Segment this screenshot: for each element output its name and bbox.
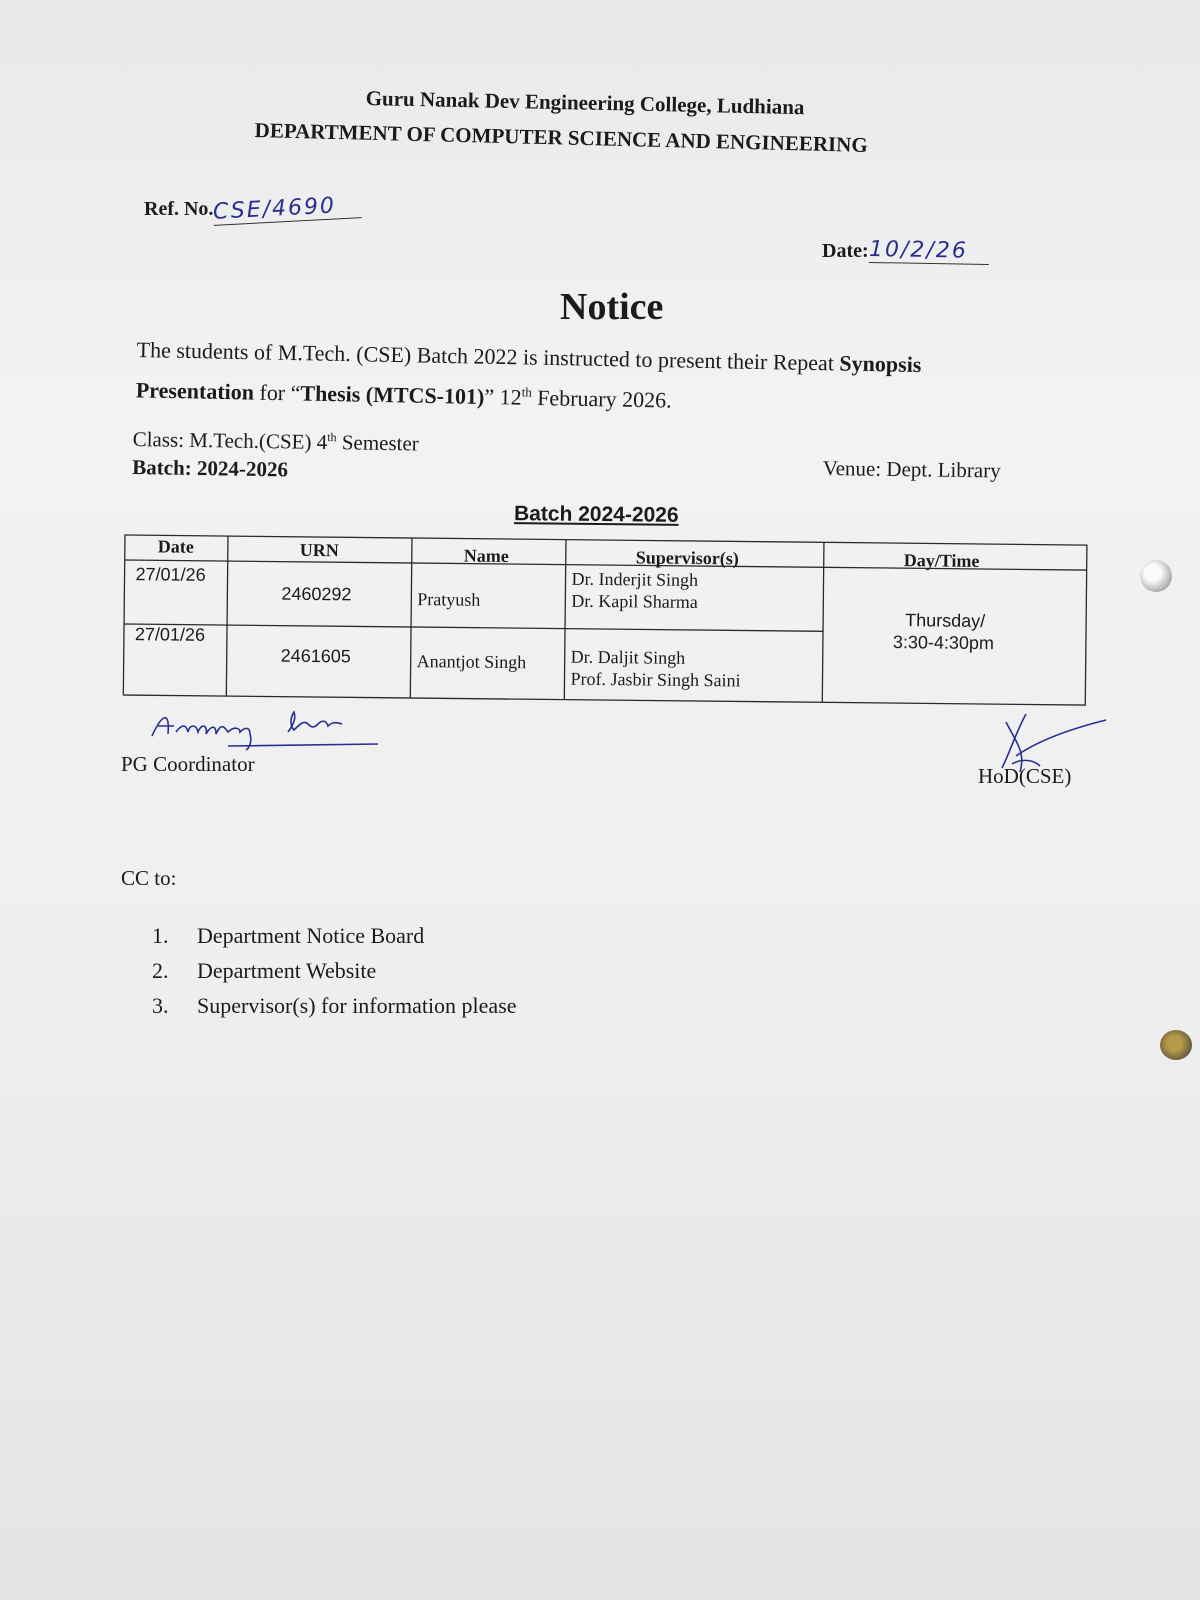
department-name: DEPARTMENT OF COMPUTER SCIENCE AND ENGINEERING <box>254 118 869 157</box>
row1-sup2: Dr. Kapil Sharma <box>571 590 698 613</box>
row2-date: 27/01/26 <box>134 624 206 645</box>
cc-text: Supervisor(s) for information please <box>197 993 517 1018</box>
college-name: Guru Nanak Dev Engineering College, Ludhiana <box>365 86 805 120</box>
class-tail: Semester <box>336 430 419 456</box>
body-text-3: ” 12 <box>484 384 522 410</box>
class-info <box>132 420 419 485</box>
batch-heading: Batch 2024-2026 <box>513 502 679 527</box>
row2-sup2: Prof. Jasbir Singh Saini <box>570 668 741 691</box>
header-name: Name <box>463 545 509 567</box>
row2-urn: 2461605 <box>280 645 351 667</box>
row1-date: 27/01/26 <box>135 564 206 585</box>
date-label: Date: <box>822 240 869 262</box>
class-label: Class: M.Tech.(CSE) 4 <box>132 426 328 455</box>
schedule-table <box>122 534 1088 720</box>
ref-label: Ref. No. <box>144 198 214 220</box>
cc-list <box>152 918 517 1023</box>
ref-value: CSE/4690 <box>212 193 338 225</box>
page-title: Notice <box>560 286 664 328</box>
binder-hole-top <box>1140 560 1172 592</box>
header-urn: URN <box>299 539 339 561</box>
hod-role: HoD(CSE) <box>978 764 1072 788</box>
body-thesis: Thesis (MTCS-101) <box>300 380 485 410</box>
body-text-4: February 2026. <box>531 384 672 413</box>
body-text-1: The students of M.Tech. (CSE) Batch 2022 is instructed to present their Repeat <box>136 336 840 376</box>
class-sup: th <box>327 430 337 445</box>
body-text-2: for “ <box>253 379 301 406</box>
body-presentation: Presentation <box>135 377 255 405</box>
cc-text: Department Website <box>197 958 377 983</box>
row1-name: Pratyush <box>417 589 481 610</box>
notice-date <box>822 238 989 264</box>
date-value: 10/2/26 <box>868 236 968 264</box>
list-item <box>152 918 517 953</box>
pg-coordinator-signature <box>148 706 388 756</box>
list-item <box>152 988 517 1023</box>
row1-sup1: Dr. Inderjit Singh <box>571 568 699 591</box>
row2-sup1: Dr. Daljit Singh <box>570 646 686 668</box>
list-item <box>152 953 517 988</box>
notice-body <box>136 332 922 422</box>
venue: Venue: Dept. Library <box>822 456 1001 483</box>
cc-num: 1. <box>152 923 169 948</box>
body-sup: th <box>521 384 532 400</box>
cc-num: 2. <box>152 958 169 983</box>
pg-coordinator-role: PG Coordinator <box>121 752 255 776</box>
header-supervisors: Supervisor(s) <box>635 547 739 569</box>
binder-hole-bottom <box>1160 1030 1192 1060</box>
row2-name: Anantjot Singh <box>416 651 527 673</box>
row1-urn: 2460292 <box>281 583 352 605</box>
cc-text: Department Notice Board <box>197 923 425 948</box>
header-date: Date <box>157 536 194 557</box>
daytime-line2: 3:30-4:30pm <box>892 632 995 654</box>
cc-label: CC to: <box>121 866 177 890</box>
batch-label: Batch: 2024-2026 <box>132 454 289 482</box>
body-synopsis: Synopsis <box>839 350 922 378</box>
daytime-line1: Thursday/ <box>905 610 986 632</box>
cc-num: 3. <box>152 993 169 1018</box>
ref-number <box>144 193 361 225</box>
header-daytime: Day/Time <box>903 550 980 571</box>
